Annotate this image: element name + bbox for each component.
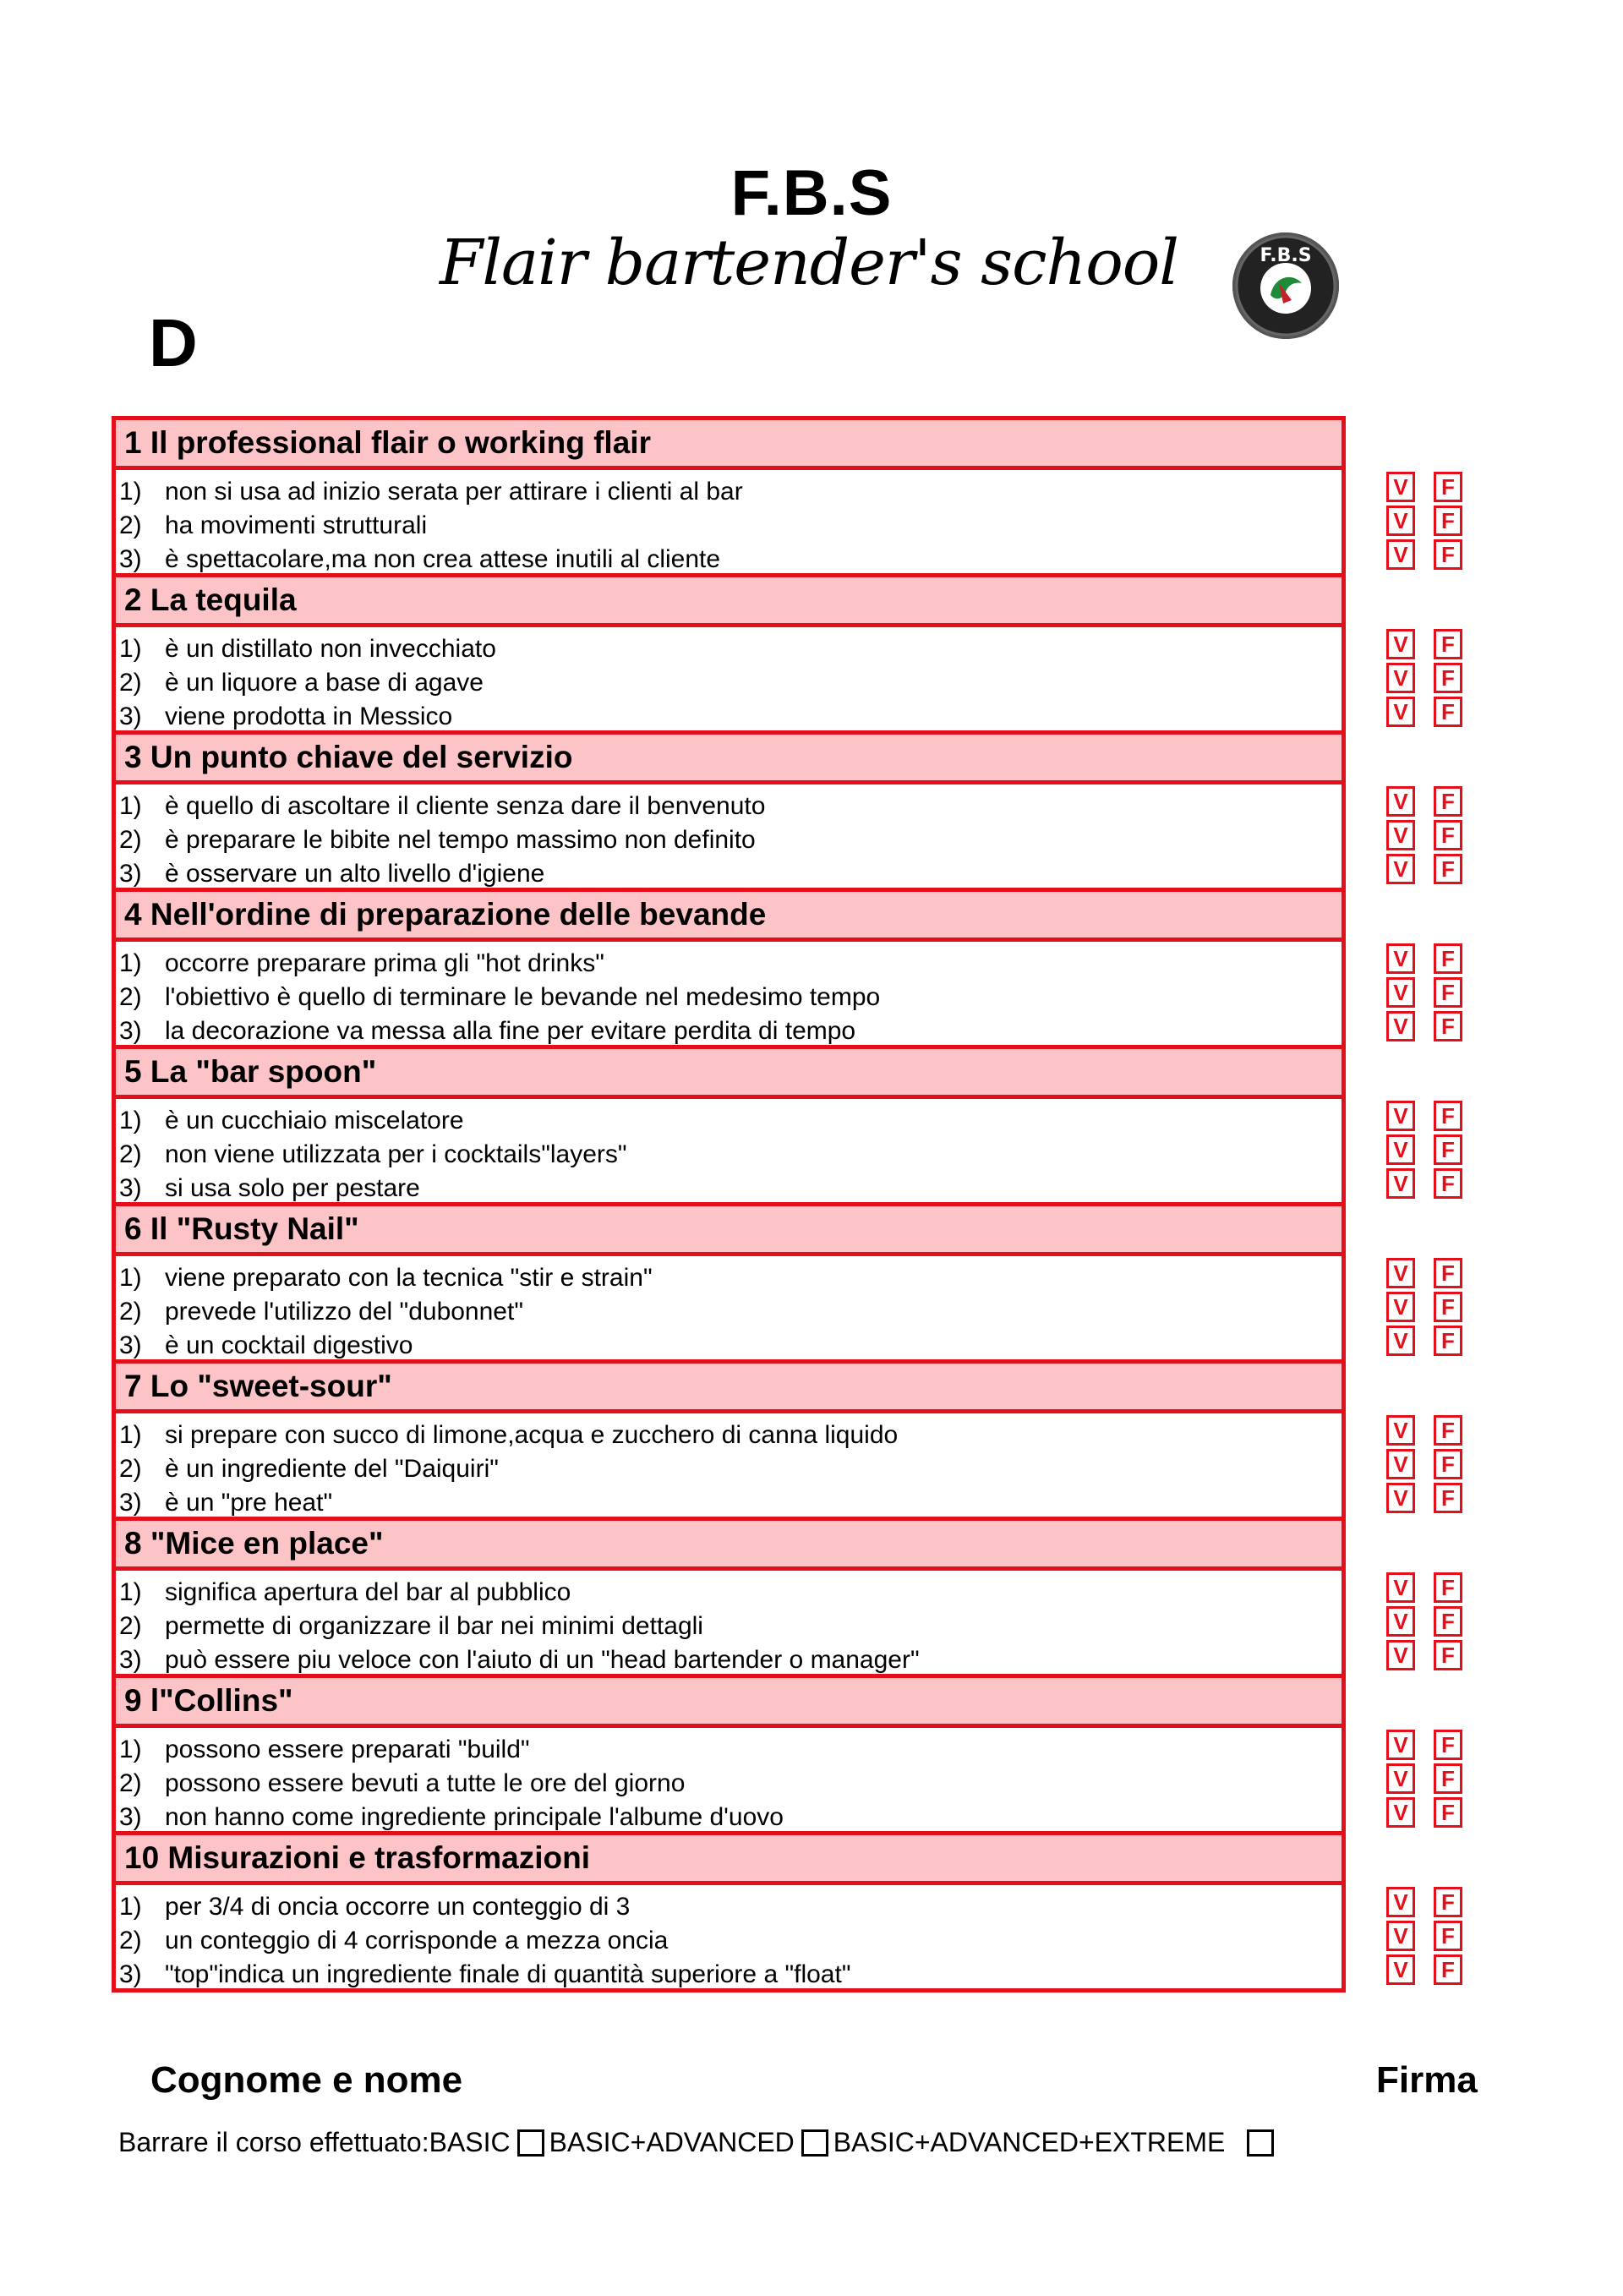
false-checkbox[interactable]: F: [1434, 1415, 1462, 1446]
option-text: è un "pre heat": [165, 1489, 333, 1517]
option-row: [116, 823, 1342, 857]
answer-row: [1386, 695, 1462, 729]
option-number: 1): [119, 1893, 142, 1921]
false-checkbox[interactable]: F: [1434, 854, 1462, 884]
question-options: [112, 1099, 1346, 1202]
option-row: [116, 543, 1342, 577]
answer-row: [1386, 1290, 1462, 1324]
answer-group: [1386, 1831, 1488, 1988]
true-checkbox[interactable]: V: [1386, 1572, 1415, 1603]
option-number: 3): [119, 702, 142, 730]
true-checkbox[interactable]: V: [1386, 1101, 1415, 1131]
option-number: 1): [119, 1578, 142, 1606]
option-text: è osservare un alto livello d'igiene: [165, 860, 545, 888]
option-number: 1): [119, 1107, 142, 1134]
question-title: 4 Nell'ordine di preparazione delle bevande: [112, 888, 1346, 942]
answer-row: [1386, 1885, 1462, 1919]
question-title: 9 l"Collins": [112, 1674, 1346, 1728]
answer-row: [1386, 1167, 1462, 1200]
option-row: [116, 475, 1342, 509]
answer-column: [1386, 416, 1488, 1988]
option-text: è preparare le bibite nel tempo massimo non definito: [165, 826, 756, 854]
answer-row: [1386, 1728, 1462, 1762]
answer-row: [1386, 1481, 1462, 1515]
false-checkbox[interactable]: F: [1434, 1763, 1462, 1794]
option-row: [116, 509, 1342, 543]
option-number: 1): [119, 1421, 142, 1449]
false-checkbox[interactable]: F: [1434, 820, 1462, 850]
course-option-label: BASIC+ADVANCED: [549, 2127, 795, 2157]
course-checkbox-advanced[interactable]: [801, 2129, 828, 2157]
option-number: 1): [119, 635, 142, 663]
true-checkbox[interactable]: V: [1386, 539, 1415, 570]
answer-group: [1386, 1045, 1488, 1202]
question-title: 5 La "bar spoon": [112, 1045, 1346, 1099]
false-checkbox[interactable]: F: [1434, 506, 1462, 536]
option-text: è un liquore a base di agave: [165, 669, 484, 697]
course-prefix: Barrare il corso effettuato:: [118, 2127, 429, 2157]
answer-row: [1386, 1324, 1462, 1358]
true-checkbox[interactable]: V: [1386, 1292, 1415, 1322]
true-checkbox[interactable]: V: [1386, 854, 1415, 884]
option-number: 1): [119, 792, 142, 820]
false-checkbox[interactable]: F: [1434, 1134, 1462, 1165]
option-row: [116, 1452, 1342, 1486]
option-text: ha movimenti strutturali: [165, 511, 428, 539]
question-title: 8 "Mice en place": [112, 1517, 1346, 1571]
course-option-label: BASIC: [429, 2127, 511, 2157]
false-checkbox[interactable]: F: [1434, 1730, 1462, 1760]
false-checkbox[interactable]: F: [1434, 539, 1462, 570]
option-number: 2): [119, 1612, 142, 1640]
question-options: [112, 1571, 1346, 1674]
true-checkbox[interactable]: V: [1386, 697, 1415, 727]
option-text: non viene utilizzata per i cocktails"layers": [165, 1140, 627, 1168]
true-checkbox[interactable]: V: [1386, 629, 1415, 659]
false-checkbox[interactable]: F: [1434, 977, 1462, 1008]
true-checkbox[interactable]: V: [1386, 1258, 1415, 1288]
option-row: [116, 1733, 1342, 1767]
option-text: è spettacolare,ma non crea attese inutili al cliente: [165, 545, 721, 573]
option-text: un conteggio di 4 corrisponde a mezza oncia: [165, 1927, 669, 1954]
option-number: 3): [119, 1960, 142, 1988]
false-checkbox[interactable]: F: [1434, 663, 1462, 693]
answer-group: [1386, 573, 1488, 730]
answer-group: [1386, 730, 1488, 888]
option-row: [116, 1419, 1342, 1452]
true-checkbox[interactable]: V: [1386, 1483, 1415, 1513]
question-options: [112, 1413, 1346, 1517]
option-text: non hanno come ingrediente principale l'albume d'uovo: [165, 1803, 784, 1831]
option-number: 2): [119, 983, 142, 1011]
option-row: [116, 666, 1342, 700]
option-text: possono essere preparati "build": [165, 1736, 530, 1763]
answer-group: [1386, 1674, 1488, 1831]
option-row: [116, 632, 1342, 666]
true-checkbox[interactable]: V: [1386, 1640, 1415, 1670]
answer-row: [1386, 818, 1462, 852]
true-checkbox[interactable]: V: [1386, 472, 1415, 502]
option-text: per 3/4 di oncia occorre un conteggio di 3: [165, 1893, 631, 1921]
answer-group: [1386, 416, 1488, 573]
option-text: prevede l'utilizzo del "dubonnet": [165, 1298, 523, 1326]
course-checkbox-basic[interactable]: [517, 2129, 544, 2157]
school-subtitle: Flair bartender's school: [440, 227, 1178, 299]
option-number: 2): [119, 1298, 142, 1326]
question-title: 10 Misurazioni e trasformazioni: [112, 1831, 1346, 1885]
answer-row: [1386, 942, 1462, 976]
option-number: 3): [119, 545, 142, 573]
false-checkbox[interactable]: F: [1434, 1797, 1462, 1828]
false-checkbox[interactable]: F: [1434, 1572, 1462, 1603]
answer-row: [1386, 504, 1462, 538]
option-row: [116, 981, 1342, 1014]
option-text: è un ingrediente del "Daiquiri": [165, 1455, 499, 1483]
false-checkbox[interactable]: F: [1434, 1887, 1462, 1917]
answer-row: [1386, 1133, 1462, 1167]
answer-row: [1386, 1919, 1462, 1953]
option-number: 1): [119, 1736, 142, 1763]
option-row: [116, 1890, 1342, 1924]
option-row: [116, 1643, 1342, 1677]
answer-group: [1386, 1202, 1488, 1359]
question-options: [112, 1728, 1346, 1831]
true-checkbox[interactable]: V: [1386, 1606, 1415, 1637]
false-checkbox[interactable]: F: [1434, 1168, 1462, 1199]
true-checkbox[interactable]: V: [1386, 1168, 1415, 1199]
true-checkbox[interactable]: V: [1386, 1797, 1415, 1828]
false-checkbox[interactable]: F: [1434, 1606, 1462, 1637]
false-checkbox[interactable]: F: [1434, 472, 1462, 502]
option-text: permette di organizzare il bar nei minimi dettagli: [165, 1612, 703, 1640]
true-checkbox[interactable]: V: [1386, 820, 1415, 850]
question-options: [112, 1256, 1346, 1359]
option-number: 2): [119, 1769, 142, 1797]
false-checkbox[interactable]: F: [1434, 629, 1462, 659]
option-row: [116, 790, 1342, 823]
false-checkbox[interactable]: F: [1434, 1921, 1462, 1951]
question-title: 1 Il professional flair o working flair: [112, 416, 1346, 470]
option-text: possono essere bevuti a tutte le ore del giorno: [165, 1769, 686, 1797]
answer-row: [1386, 1571, 1462, 1604]
option-row: [116, 1801, 1342, 1834]
true-checkbox[interactable]: V: [1386, 663, 1415, 693]
true-checkbox[interactable]: V: [1386, 1954, 1415, 1985]
question-title: 3 Un punto chiave del servizio: [112, 730, 1346, 784]
course-option-label: BASIC+ADVANCED+EXTREME: [833, 2127, 1226, 2157]
true-checkbox[interactable]: V: [1386, 943, 1415, 974]
option-number: 1): [119, 949, 142, 977]
question-options: [112, 1885, 1346, 1993]
answer-row: [1386, 1762, 1462, 1796]
option-number: 3): [119, 1017, 142, 1045]
version-letter: D: [149, 305, 198, 380]
option-number: 2): [119, 511, 142, 539]
option-text: è un cocktail digestivo: [165, 1331, 413, 1359]
school-logo: [1232, 232, 1339, 339]
answer-row: [1386, 470, 1462, 504]
answer-row: [1386, 1413, 1462, 1447]
false-checkbox[interactable]: F: [1434, 786, 1462, 817]
option-row: [116, 1104, 1342, 1138]
option-number: 3): [119, 1174, 142, 1202]
answer-row: [1386, 627, 1462, 661]
false-checkbox[interactable]: F: [1434, 1449, 1462, 1479]
true-checkbox[interactable]: V: [1386, 1134, 1415, 1165]
option-row: [116, 947, 1342, 981]
question-title: 6 Il "Rusty Nail": [112, 1202, 1346, 1256]
true-checkbox[interactable]: V: [1386, 786, 1415, 817]
option-text: la decorazione va messa alla fine per evitare perdita di tempo: [165, 1017, 856, 1045]
question-options: [112, 784, 1346, 888]
answer-row: [1386, 976, 1462, 1009]
option-row: [116, 1261, 1342, 1295]
question-options: [112, 942, 1346, 1045]
true-checkbox[interactable]: V: [1386, 977, 1415, 1008]
logo-text: F.B.S: [1260, 245, 1312, 266]
answer-row: [1386, 1009, 1462, 1043]
false-checkbox[interactable]: F: [1434, 1292, 1462, 1322]
option-row: [116, 1610, 1342, 1643]
option-text: è quello di ascoltare il cliente senza dare il benvenuto: [165, 792, 766, 820]
answer-row: [1386, 661, 1462, 695]
option-row: [116, 1329, 1342, 1363]
false-checkbox[interactable]: F: [1434, 1011, 1462, 1041]
question-title: 7 Lo "sweet-sour": [112, 1359, 1346, 1413]
option-number: 1): [119, 1264, 142, 1292]
option-text: viene prodotta in Messico: [165, 702, 453, 730]
false-checkbox[interactable]: F: [1434, 1326, 1462, 1356]
true-checkbox[interactable]: V: [1386, 506, 1415, 536]
answer-row: [1386, 1447, 1462, 1481]
true-checkbox[interactable]: V: [1386, 1730, 1415, 1760]
option-text: è un cucchiaio miscelatore: [165, 1107, 464, 1134]
answer-row: [1386, 1604, 1462, 1638]
true-checkbox[interactable]: V: [1386, 1449, 1415, 1479]
signature-label: Firma: [1376, 2059, 1478, 2101]
true-checkbox[interactable]: V: [1386, 1921, 1415, 1951]
question-title: 2 La tequila: [112, 573, 1346, 627]
option-number: 3): [119, 1331, 142, 1359]
option-row: [116, 1958, 1342, 1992]
option-number: 2): [119, 1140, 142, 1168]
option-row: [116, 1295, 1342, 1329]
option-text: "top"indica un ingrediente finale di quantità superiore a "float": [165, 1960, 851, 1988]
option-text: viene preparato con la tecnica "stir e strain": [165, 1264, 653, 1292]
option-row: [116, 857, 1342, 891]
quiz-table: [112, 416, 1346, 1993]
true-checkbox[interactable]: V: [1386, 1415, 1415, 1446]
true-checkbox[interactable]: V: [1386, 1887, 1415, 1917]
option-row: [116, 1138, 1342, 1172]
true-checkbox[interactable]: V: [1386, 1326, 1415, 1356]
option-number: 2): [119, 1927, 142, 1954]
option-row: [116, 1924, 1342, 1958]
option-text: può essere piu veloce con l'aiuto di un "head bartender o manager": [165, 1646, 920, 1674]
false-checkbox[interactable]: F: [1434, 943, 1462, 974]
option-row: [116, 1576, 1342, 1610]
answer-row: [1386, 1256, 1462, 1290]
name-label: Cognome e nome: [150, 2059, 463, 2101]
answer-row: [1386, 1099, 1462, 1133]
answer-group: [1386, 1517, 1488, 1674]
answer-row: [1386, 1796, 1462, 1829]
option-number: 2): [119, 669, 142, 697]
option-text: si usa solo per pestare: [165, 1174, 420, 1202]
false-checkbox[interactable]: F: [1434, 1101, 1462, 1131]
option-row: [116, 1014, 1342, 1048]
page-title: F.B.S: [730, 157, 893, 229]
option-number: 2): [119, 826, 142, 854]
true-checkbox[interactable]: V: [1386, 1011, 1415, 1041]
option-row: [116, 1172, 1342, 1205]
option-text: l'obiettivo è quello di terminare le bevande nel medesimo tempo: [165, 983, 881, 1011]
option-text: è un distillato non invecchiato: [165, 635, 496, 663]
question-options: [112, 627, 1346, 730]
option-text: occorre preparare prima gli "hot drinks": [165, 949, 604, 977]
answer-row: [1386, 538, 1462, 571]
option-number: 3): [119, 1489, 142, 1517]
answer-row: [1386, 784, 1462, 818]
option-number: 3): [119, 1646, 142, 1674]
option-number: 3): [119, 860, 142, 888]
option-text: si prepare con succo di limone,acqua e zucchero di canna liquido: [165, 1421, 899, 1449]
option-row: [116, 1486, 1342, 1520]
false-checkbox[interactable]: F: [1434, 1483, 1462, 1513]
course-selection: [118, 2127, 1279, 2158]
false-checkbox[interactable]: F: [1434, 1954, 1462, 1985]
option-text: significa apertura del bar al pubblico: [165, 1578, 571, 1606]
answer-row: [1386, 1638, 1462, 1672]
option-row: [116, 1767, 1342, 1801]
option-number: 1): [119, 478, 142, 506]
course-checkbox-extreme[interactable]: [1247, 2129, 1274, 2157]
option-row: [116, 700, 1342, 734]
false-checkbox[interactable]: F: [1434, 1258, 1462, 1288]
option-number: 3): [119, 1803, 142, 1831]
answer-row: [1386, 1953, 1462, 1987]
answer-group: [1386, 1359, 1488, 1517]
option-text: non si usa ad inizio serata per attirare i clienti al bar: [165, 478, 743, 506]
option-number: 2): [119, 1455, 142, 1483]
false-checkbox[interactable]: F: [1434, 1640, 1462, 1670]
true-checkbox[interactable]: V: [1386, 1763, 1415, 1794]
answer-group: [1386, 888, 1488, 1045]
answer-row: [1386, 852, 1462, 886]
false-checkbox[interactable]: F: [1434, 697, 1462, 727]
question-options: [112, 470, 1346, 573]
